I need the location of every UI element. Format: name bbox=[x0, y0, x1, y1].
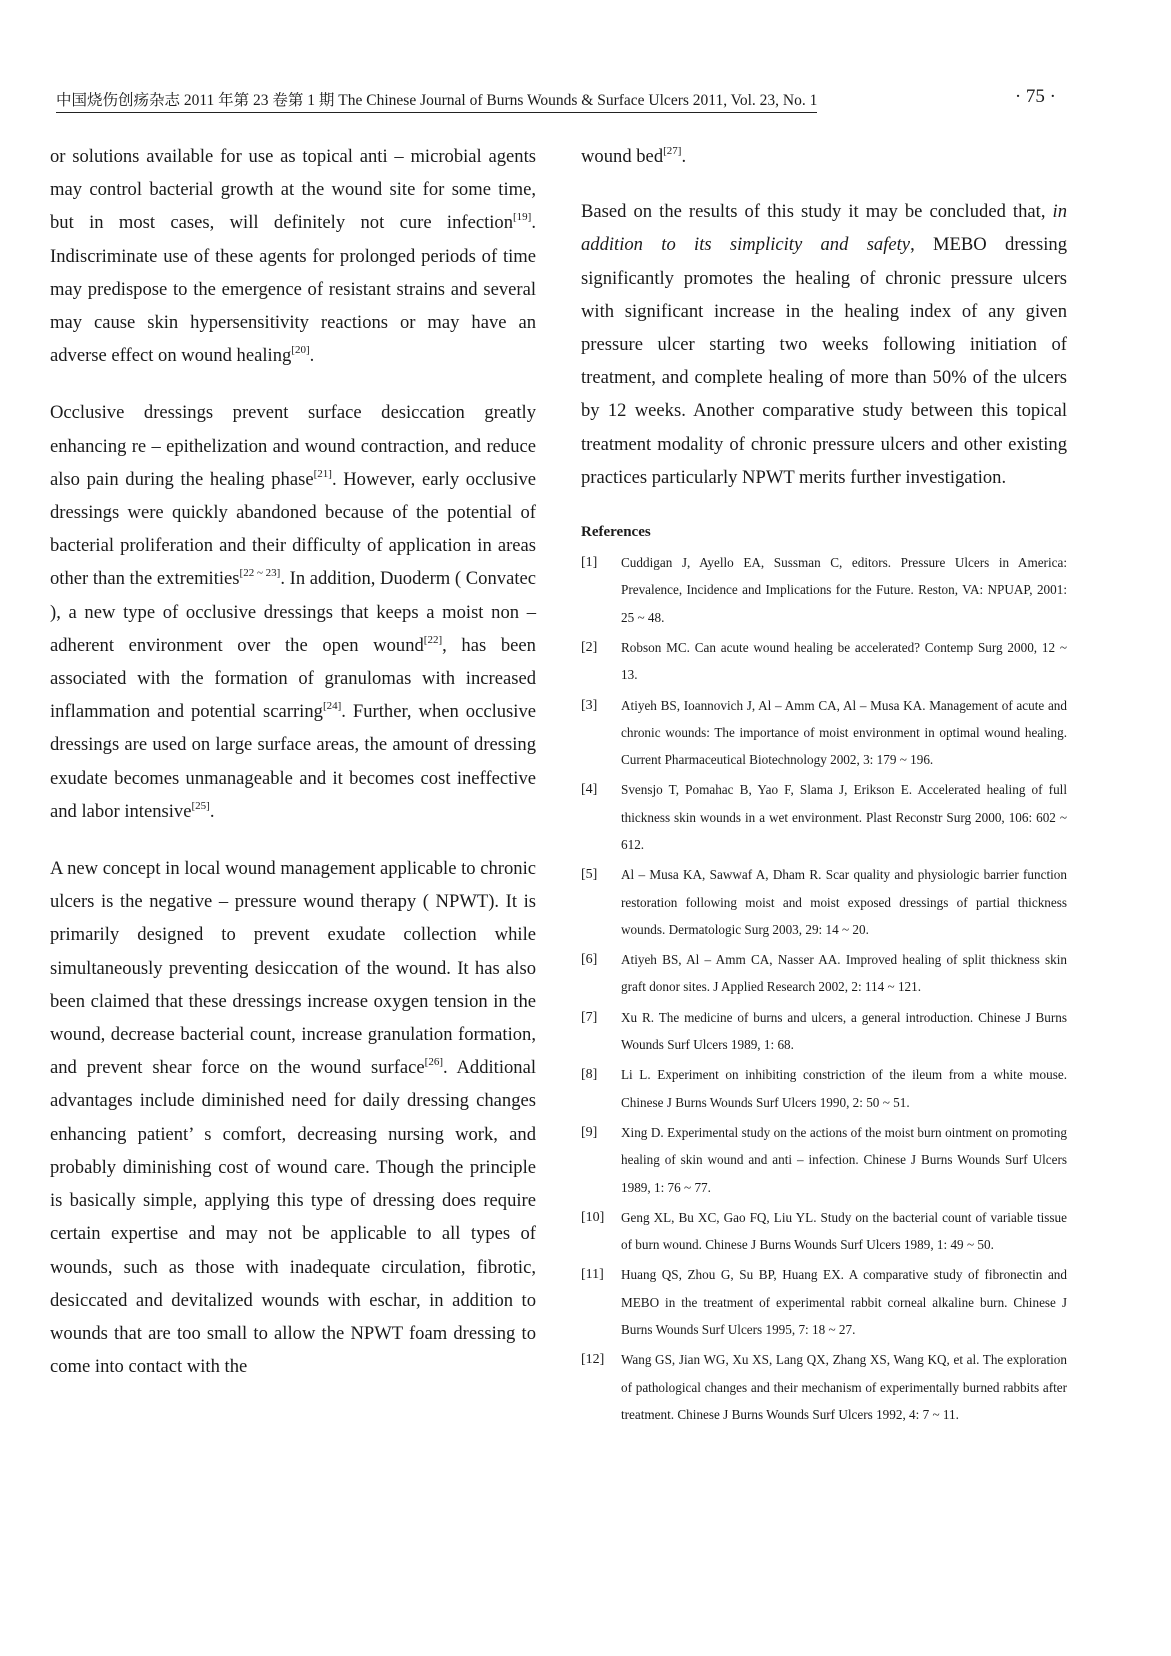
reference-text: Atiyeh BS, Ioannovich J, Al – Amm CA, Al – Musa KA. Management of acute and chronic wounds: The importance of moist environment in optimal wound healing. Current Pharmaceutical Biotechnology 2002, 3: 179 ~ 196. bbox=[621, 697, 1067, 768]
citation: [26] bbox=[424, 1056, 443, 1069]
reference-text: Al – Musa KA, Sawwaf A, Dham R. Scar quality and physiologic barrier function restoration following moist and moist exposed dressings of partial thickness wounds. Dermatologic Surg 2003, 29: 14 ~ 20. bbox=[621, 867, 1067, 937]
citation: [27] bbox=[663, 145, 682, 157]
reference-number: [11] bbox=[581, 1267, 604, 1283]
citation: [22] bbox=[423, 633, 443, 646]
citation: [25] bbox=[191, 799, 210, 812]
page-number: · 75 · bbox=[1014, 86, 1056, 107]
paragraph-occlusive-dressings: Occlusive dressings prevent surface desiccation greatly enhancing re – epithelization and wound contraction, and reduce also pain during the healing phase[21]. However, early occlusive dressings were quickly abandoned because of the potential of bacterial proliferation and their difficulty of application in areas other than the extremities[22 ~ 23]. In addition, Duoderm ( Convatec ), a new type of occlusive dressings that keeps a moist non – adherent environment over the open wound[22], has been associated with the formation of granulomas with increased inflammation and potential scarring[24]. Further, when occlusive dressings are used on large surface areas, the amount of dressing exudate becomes unmanageable and it becomes cost ineffective and labor intensive[25]. bbox=[50, 402, 536, 822]
reference-number: [12] bbox=[581, 1352, 605, 1368]
reference-number: [8] bbox=[581, 1067, 598, 1083]
running-head-text: 中国烧伤创疡杂志 2011 年第 23 卷第 1 期 The Chinese Journal of Burns Wounds & Surface Ulcers 2011, Vol. 23, No. 1 bbox=[56, 88, 817, 113]
paragraph-continuation: wound bed[27]. bbox=[581, 145, 687, 167]
reference-item bbox=[581, 1261, 1067, 1343]
running-header bbox=[56, 88, 1056, 114]
reference-text: Atiyeh BS, Al – Amm CA, Nasser AA. Improved healing of split thickness skin graft donor sites. J Applied Research 2002, 2: 114 ~ 121. bbox=[621, 952, 1067, 995]
reference-item bbox=[581, 1346, 1067, 1428]
reference-text: Xing D. Experimental study on the actions of the moist burn ointment on promoting healing of skin wound and anti – infection. Chinese J Burns Wounds Surf Ulcers 1989, 1: 76 ~ 77. bbox=[621, 1124, 1067, 1195]
citation: [20] bbox=[291, 344, 310, 357]
reference-item bbox=[581, 692, 1067, 774]
reference-number: [2] bbox=[581, 639, 598, 655]
paragraph-topical-antimicrobials: or solutions available for use as topical anti – microbial agents may control bacterial growth at the wound site for some time, but in most cases, will definitely not cure infection[19]. Indiscriminate use of these agents for prolonged periods of time may predispose to the emergence of resistant strains and several may cause skin hypersensitivity reactions or may have an adverse effect on wound healing[20]. bbox=[50, 146, 536, 367]
reference-item bbox=[581, 1204, 1067, 1259]
reference-number: [4] bbox=[581, 782, 598, 798]
reference-number: [3] bbox=[581, 697, 598, 713]
right-column bbox=[581, 140, 1067, 1431]
reference-text: Wang GS, Jian WG, Xu XS, Lang QX, Zhang XS, Wang KQ, et al. The exploration of pathological changes and their mechanism of experimentally burned rabbits after treatment. Chinese J Burns Wounds Surf Ulcers 1992, 4: 7 ~ 11. bbox=[621, 1352, 1067, 1422]
left-column bbox=[50, 140, 536, 1383]
reference-item bbox=[581, 1119, 1067, 1201]
reference-item bbox=[581, 634, 1067, 689]
reference-number: [1] bbox=[581, 555, 598, 571]
paragraph-npwt: A new concept in local wound management applicable to chronic ulcers is the negative – pressure wound therapy ( NPWT). It is primarily designed to prevent exudate collection while simultaneously preventing desiccation of the wound. It has also been claimed that these dressings increase oxygen tension in the wound, decrease bacterial count, increase granulation formation, and prevent shear force on the wound surface[26]. Additional advantages include diminished need for daily dressing changes enhancing patient’ s comfort, decreasing nursing work, and probably diminishing cost of wound care. Though the principle is basically simple, applying this type of dressing does require certain expertise and may not be applicable to all types of wounds, such as those with inadequate circulation, fibrotic, desiccated and devitalized wounds with eschar, in addition to wounds that are too small to allow the NPWT foam dressing to come into contact with the bbox=[50, 858, 536, 1378]
reference-text: Huang QS, Zhou G, Su BP, Huang EX. A comparative study of fibronectin and MEBO in the treatment of experimental rabbit corneal alkaline burn. Chinese J Burns Wounds Surf Ulcers 1995, 7: 18 ~ 27. bbox=[621, 1267, 1067, 1338]
reference-item bbox=[581, 1004, 1067, 1059]
reference-text: Svensjo T, Pomahac B, Yao F, Slama J, Erikson E. Accelerated healing of full thickness skin wounds in a wet environment. Plast Reconstr Surg 2000, 106: 602 ~ 612. bbox=[621, 782, 1067, 852]
reference-text: Robson MC. Can acute wound healing be accelerated? Contemp Surg 2000, 12 ~ 13. bbox=[621, 639, 1067, 683]
citation: [22 ~ 23] bbox=[239, 567, 281, 580]
reference-text: Cuddigan J, Ayello EA, Sussman C, editors. Pressure Ulcers in America: Prevalence, Incidence and Implications for the Future. Reston, VA: NPUAP, 2001: 25 ~ 48. bbox=[621, 555, 1067, 625]
reference-text: Xu R. The medicine of burns and ulcers, a general introduction. Chinese J Burns Wounds Surf Ulcers 1989, 1: 68. bbox=[621, 1009, 1067, 1053]
reference-number: [6] bbox=[581, 952, 598, 968]
paragraph-conclusion: Based on the results of this study it may be concluded that, in addition to its simplicity and safety, MEBO dressing significantly promotes the healing of chronic pressure ulcers with significant increase in the healing index of any given pressure ulcer starting two weeks following initiation of treatment, and complete healing of more than 50% of the ulcers by 12 weeks. Another comparative study between this topical treatment modality of chronic pressure ulcers and other existing practices particularly NPWT merits further investigation. bbox=[581, 201, 1068, 488]
reference-item bbox=[581, 946, 1067, 1001]
reference-item bbox=[581, 549, 1067, 631]
reference-item bbox=[581, 776, 1067, 858]
reference-text: Li L. Experiment on inhibiting constriction of the ileum from a white mouse. Chinese J Burns Wounds Surf Ulcers 1990, 2: 50 ~ 51. bbox=[621, 1067, 1067, 1110]
reference-text: Geng XL, Bu XC, Gao FQ, Liu YL. Study on the bacterial count of variable tissue of burn wound. Chinese J Burns Wounds Surf Ulcers 1989, 1: 49 ~ 50. bbox=[621, 1209, 1067, 1253]
reference-number: [7] bbox=[581, 1009, 598, 1025]
citation: [21] bbox=[313, 467, 332, 480]
citation: [19] bbox=[513, 211, 532, 224]
citation: [24] bbox=[322, 700, 342, 713]
reference-item bbox=[581, 861, 1067, 943]
reference-number: [9] bbox=[581, 1124, 598, 1140]
reference-list bbox=[581, 549, 1067, 1428]
reference-number: [10] bbox=[581, 1209, 605, 1225]
references-heading: References bbox=[581, 524, 651, 541]
reference-number: [5] bbox=[581, 867, 598, 883]
reference-item bbox=[581, 1061, 1067, 1116]
